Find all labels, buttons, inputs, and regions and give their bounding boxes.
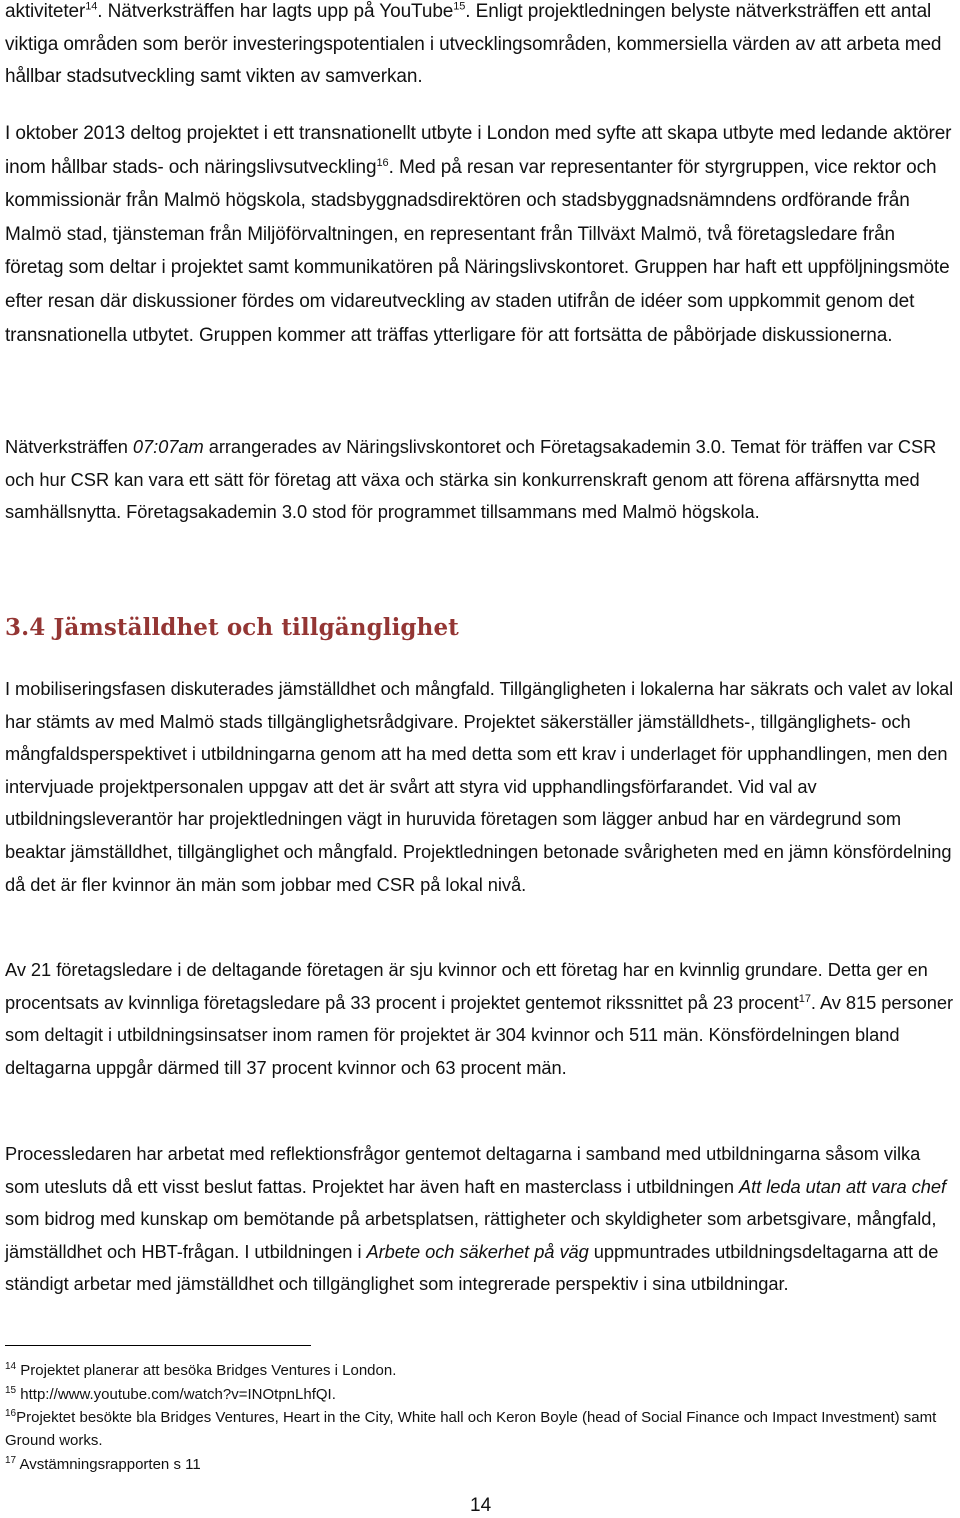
text-run: aktiviteter bbox=[5, 1, 86, 22]
text-run: Nätverksträffen bbox=[5, 436, 133, 457]
course-title: Att leda utan att vara chef bbox=[739, 1175, 946, 1197]
footnote-ref: 14 bbox=[85, 0, 98, 13]
footnote-number: 16 bbox=[5, 1408, 17, 1419]
footnote-text: Projektet planerar att besöka Bridges Ventures i London. bbox=[16, 1362, 397, 1379]
section-heading: 3.4 Jämställdhet och tillgänglighet bbox=[5, 614, 459, 641]
paragraph-equality-mobilisation: I mobiliseringsfasen diskuterades jämställdhet och mångfald. Tillgängligheten i lokalerna har säkrats och valet av lokal har stämts av med Malmö stads tillgänglighetsrådgivare. Projektet säkerställer jämställdhets-, tillgänglighets- och mångfaldsperspektivet i utbildningarna genom att ha med detta som ett krav i underlaget för upphandlingen, men den intervjuade projektpersonalen uppgav att det är svårt att styra vid upphandlingsförfarandet. Vid val av utbildningsleverantör har projektledningen vägt in huruvida företagen som lägger anbud har en värdegrund som beaktar jämställdhet, tillgänglighet och mångfald. Projektledningen betonade svårigheten med en jämn könsfördelning då det är fler kvinnor än män som jobbar med CSR på lokal nivå. bbox=[5, 678, 954, 895]
footnote-number: 14 bbox=[5, 1361, 17, 1372]
footnote-ref: 16 bbox=[376, 156, 389, 169]
text-run: . Enligt projektledningen belyste nätverksträffen ett antal viktiga områden som berör investeringspotentialen i utvecklingsområden, kommersiella värden av att arbeta med hållbar stadsutveckling samt vikten av samverkan. bbox=[5, 1, 942, 87]
page-number: 14 bbox=[470, 1495, 492, 1516]
text-run: uppmuntrades utbildningsdeltagarna att de ständigt arbetar med jämställdhet och tillgänglighet som integrerade perspektiv i sina utbildningar. bbox=[5, 1240, 939, 1295]
paragraph-csr-meeting bbox=[5, 431, 957, 529]
text-run: . Nätverksträffen har lagts upp på YouTube bbox=[97, 1, 454, 22]
footnote-text: Avstämningsrapporten s 11 bbox=[16, 1456, 201, 1473]
text-run: arrangerades av Näringslivskontoret och Företagsakademin 3.0. Temat för träffen var CSR och hur CSR kan vara ett sätt för företag att växa och stärka sin konkurrenskraft genom att förena affärsnytta med samhällsnytta. Företagsakademin 3.0 stod för programmet tillsammans med Malmö högskola. bbox=[5, 436, 937, 523]
footnote-separator bbox=[5, 1345, 311, 1346]
paragraph-network-meeting bbox=[5, 0, 957, 94]
text-run: . Med på resan var representanter för styrgruppen, vice rektor och kommissionär från Malmö högskola, stadsbyggnadsdirektören och stadsbyggnadsnämndens ordförande från Malmö stad, tjänsteman från Miljöförvaltningen, en representant från Tillväxt Malmö, två företagsledare från företag som deltar i projektet samt kommunikatören på Näringslivskontoret. Gruppen har haft ett uppföljningsmöte efter resan där diskussioner fördes om vidareutveckling av staden utifrån de idéer som uppkommit genom det transnationella utbytet. Gruppen kommer att träffas ytterligare för att fortsätta de påbörjade diskussionerna. bbox=[5, 156, 950, 346]
paragraph-gender-statistics bbox=[5, 954, 957, 1084]
footnote-ref: 17 bbox=[798, 992, 811, 1005]
paragraph-london-exchange bbox=[5, 117, 957, 352]
course-title: Arbete och säkerhet på väg bbox=[366, 1240, 589, 1262]
text-run: . Av 815 personer som deltagit i utbildningsinsatser inom ramen för projektet är 304 kvinnor och 511 män. Könsfördelningen bland deltagarna uppgår därmed till 37 procent kvinnor och 63 procent män. bbox=[5, 991, 954, 1078]
footnote-number: 17 bbox=[5, 1455, 17, 1466]
text-run: Av 21 företagsledare i de deltagande företagen är sju kvinnor och ett företag har en kvinnlig grundare. Detta ger en procentsats av kvinnliga företagsledare på 33 procent i projektet gentemot rikssnittet på 23 procent bbox=[5, 959, 928, 1013]
footnote-number: 15 bbox=[5, 1385, 17, 1396]
footnote[interactable] bbox=[5, 1383, 957, 1406]
footnote bbox=[5, 1406, 957, 1452]
event-name: 07:07am bbox=[132, 436, 204, 457]
text-run: I oktober 2013 deltog projektet i ett transnationellt utbyte i London med syfte att skapa utbyte med ledande aktörer inom hållbar stads- och näringslivsutveckling bbox=[5, 123, 952, 178]
text-run: som bidrog med kunskap om bemötande på arbetsplatsen, rättigheter och skyldigheter som arbetsgivare, mångfald, jämställdhet och HBT-frågan. I utbildningen i bbox=[5, 1208, 937, 1262]
text-run: Processledaren har arbetat med reflektionsfrågor gentemot deltagarna i samband med utbildningarna såsom vilka som utesluts då ett visst beslut fattas. Projektet har även haft en masterclass i utbildningen bbox=[5, 1143, 921, 1197]
footnote-link[interactable]: http://www.youtube.com/watch?v=INOtpnLhfQI. bbox=[16, 1386, 336, 1403]
footnote-ref: 15 bbox=[453, 0, 466, 13]
paragraph-reflection-questions bbox=[5, 1138, 957, 1301]
footnote-text: Projektet besökte bla Bridges Ventures, Heart in the City, White hall och Keron Boyle (head of Social Finance och Impact Investment) samt Ground works. bbox=[5, 1409, 937, 1449]
footnote bbox=[5, 1453, 957, 1476]
footnote bbox=[5, 1359, 957, 1382]
